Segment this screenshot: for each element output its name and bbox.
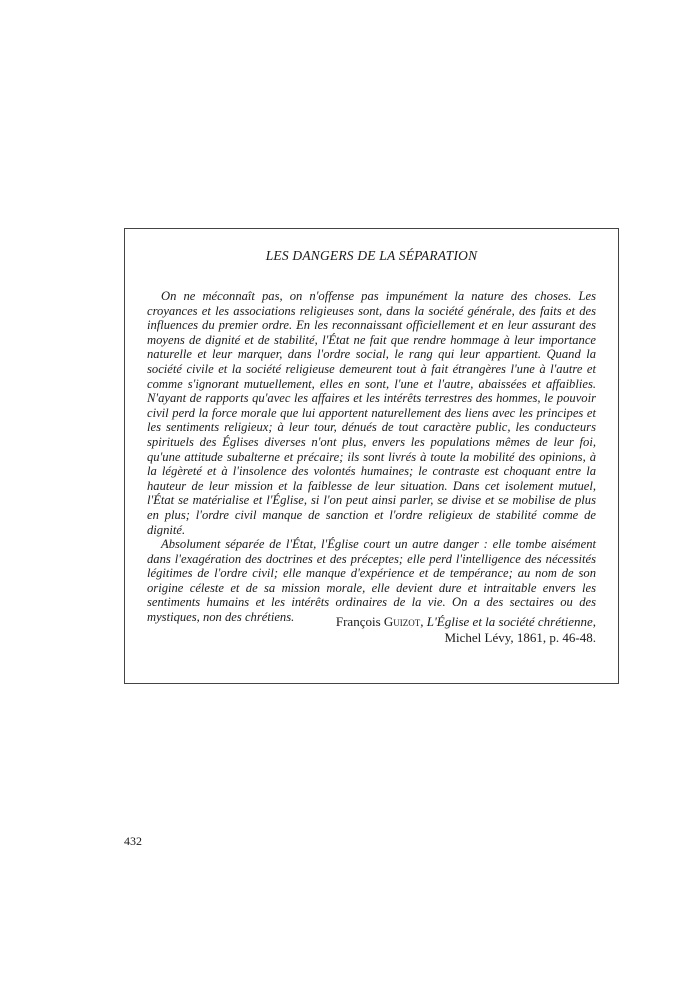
- excerpt-paragraph-1: On ne méconnaît pas, on n'offense pas impunément la nature des choses. Les croyances et les associations religieuses sont, dans la société générale, des faits et des influences du premier ordre. En les reconnaissant officiellement et en leur assurant des moyens de dignité et de stabilité, l'État ne fait que rendre hommage à leur importance naturelle et leur marquer, dans l'ordre social, le rang qui leur appartient. Quand la société civile et la société religieuse demeurent tout à fait étrangères l'une à l'autre et comme s'ignorant mutuellement, elles en sont, l'une et l'autre, abaissées et affaiblies. N'ayant de rapports qu'avec les affaires et les intérêts terrestres des hommes, le pouvoir civil perd la force morale que lui apportent naturellement des liens avec les principes et les sentiments religieux; à leur tour, dénués de tout caractère public, les conducteurs spirituels des Églises diverses n'ont plus, envers les populations mêmes de leur foi, qu'une attitude subalterne et précaire; ils sont livrés à toute la mobilité des opinions, à la légèreté et à l'insolence des volontés humaines; le contraste est choquant entre la hauteur de leur mission et la faiblesse de leur situation. Dans cet isolement mutuel, l'État se matérialise et l'Église, si l'on peut ainsi parler, se divise et se mobilise de plus en plus; l'ordre civil manque de sanction et l'ordre religieux de stabilité comme de dignité.: [147, 289, 596, 537]
- page-number: 432: [124, 834, 142, 848]
- source-work-title: L'Église et la société chrétienne: [426, 614, 593, 629]
- source-publisher: Michel Lévy, 1861, p. 46-48.: [444, 630, 596, 645]
- excerpt-body: [147, 289, 596, 625]
- excerpt-paragraph-2: Absolument séparée de l'État, l'Église court un autre danger : elle tombe aisément dans l'exagération des doctrines et des préceptes; elle perd l'intelligence des nécessités légitimes de l'ordre civil; elle manque d'expérience et de tempérance; au nom de son origine céleste et de sa mission morale, elle devient dure et intraitable envers les sentiments humains et les intérêts ordinaires de la vie. On a des sectaires ou des mystiques, non des chrétiens.: [147, 537, 596, 625]
- source-line-1: François Guizot, L'Église et la société chrétienne,: [335, 614, 596, 629]
- excerpt-box: [124, 228, 619, 684]
- excerpt-title: LES DANGERS DE LA SÉPARATION: [265, 248, 478, 263]
- source-author-first: François: [335, 614, 381, 629]
- excerpt-source: [336, 614, 596, 646]
- source-author-last: Guizot: [383, 614, 421, 629]
